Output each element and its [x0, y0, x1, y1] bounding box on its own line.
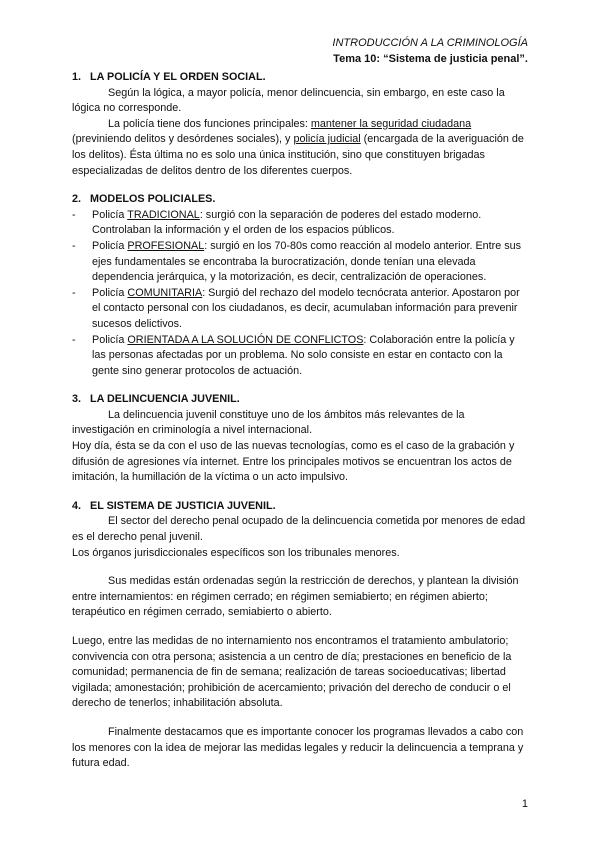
text-run: La policía tiene dos funciones principales: — [108, 117, 311, 130]
police-models-list — [72, 208, 528, 380]
section-3-paragraph-1: La delincuencia juvenil constituye uno de los ámbitos más relevantes de la investigación en criminología a nivel internacional. — [72, 408, 465, 437]
text-run: (encargada de la averiguación de los delitos). Ésta última no es solo una única institución, sino que constituyen brigadas especializadas de delitos dentro de los diferentes cuerpos. — [72, 133, 524, 177]
section-1-title: LA POLICÍA Y EL ORDEN SOCIAL. — [90, 71, 266, 83]
section-3-heading — [72, 392, 528, 408]
text-run: : Surgió del rechazo del modelo tecnócrata anterior. Apostaron por el contacto personal con los ciudadanos, es decir, acumulaban información para prevenir sucesos delictivos. — [92, 286, 520, 330]
text-run: (previniendo delitos y desórdenes sociales), y — [72, 133, 294, 146]
section-4-paragraph-4: Luego, entre las medidas de no internamiento nos encontramos el tratamiento ambulatorio; convivencia con otra persona; asistencia a un centro de día; prestaciones en beneficio de la comunidad; permanencia de fin de semana; realización de tareas socioeducativas; libertad vigilada; amonestación; prohibición de acercamiento; privación del derecho de conducir o el derecho de tenerlos; inhabilitación absoluta. — [72, 635, 512, 710]
text-run: Policía — [92, 333, 128, 346]
section-2-number: 2. — [72, 193, 82, 206]
section-1-paragraph-2 — [72, 117, 528, 179]
section-4-paragraph-5: Finalmente destacamos que es importante conocer los programas llevados a cabo con los menores con la idea de mejorar las medidas legales y reducir la delincuencia a temprana y futura edad. — [72, 725, 524, 770]
text-run: Policía — [92, 286, 128, 299]
list-item — [72, 286, 528, 333]
section-1-number: 1. — [72, 71, 82, 83]
section-2-title: MODELOS POLICIALES. — [90, 193, 216, 206]
section-4-number: 4. — [72, 499, 82, 512]
section-4-paragraph-1: El sector del derecho penal ocupado de la delincuencia cometida por menores de edad es el derecho penal juvenil. — [72, 515, 526, 544]
document-body — [72, 70, 528, 772]
text-run: Policía — [92, 239, 128, 252]
text-run: : surgió en los 70-80s como reacción al modelo anterior. Entre sus ejes fundamentales se encontraba la burocratización, donde tenían una elevada dependencia jerárquica, y la motorización, es decir, centralización de operaciones. — [92, 239, 522, 284]
page-number: 1 — [521, 798, 528, 810]
section-1-heading — [72, 70, 528, 86]
section-4-title: EL SISTEMA DE JUSTICIA JUVENIL. — [90, 499, 276, 512]
header-course: INTRODUCCIÓN A LA CRIMINOLOGÍA — [332, 37, 528, 49]
section-4-paragraph-2: Los órganos jurisdiccionales específicos son los tribunales menores. — [72, 546, 400, 559]
underlined-term: mantener la seguridad ciudadana — [310, 117, 472, 130]
section-4-paragraph-3: Sus medidas están ordenadas según la restricción de derechos, y plantean la división entre internamientos: en régimen cerrado; en régimen semiabierto; en régimen abierto; terapéutico en régimen cerrado, semiabierto o abierto. — [72, 575, 519, 619]
underlined-term: TRADICIONAL — [127, 208, 200, 221]
section-3-number: 3. — [72, 393, 82, 406]
section-1-paragraph-1: Según la lógica, a mayor policía, menor delincuencia, sin embargo, en este caso la lógica no corresponde. — [72, 86, 505, 115]
section-2-heading — [72, 192, 528, 208]
underlined-term: COMUNITARIA — [127, 286, 203, 299]
text-run: Policía — [92, 208, 128, 221]
list-item — [72, 333, 528, 380]
header-topic: Tema 10: “Sistema de justicia penal”. — [333, 53, 528, 65]
underlined-term: PROFESIONAL — [127, 239, 205, 252]
text-run: : surgió con la separación de poderes del estado moderno. Controlaban la información y el orden de los espacios públicos. — [92, 208, 482, 237]
list-item — [72, 239, 528, 286]
section-3-title: LA DELINCUENCIA JUVENIL. — [90, 393, 240, 406]
underlined-term: ORIENTADA A LA SOLUCIÓN DE CONFLICTOS — [127, 333, 364, 346]
text-run: : Colaboración entre la policía y las personas afectadas por un problema. No solo consiste en estar en contacto con la gente sino generar protocolos de actuación. — [92, 333, 515, 377]
section-3-paragraph-2: Hoy día, ésta se da con el uso de las nuevas tecnologías, como es el caso de la grabación y difusión de agresiones vía internet. Entre los principales motivos se encuentran los actos de imitación, la humillación de la víctima o un acto impulsivo. — [72, 440, 515, 484]
underlined-term: policía judicial — [293, 133, 361, 146]
section-4-heading — [72, 499, 528, 515]
list-item — [72, 208, 528, 239]
